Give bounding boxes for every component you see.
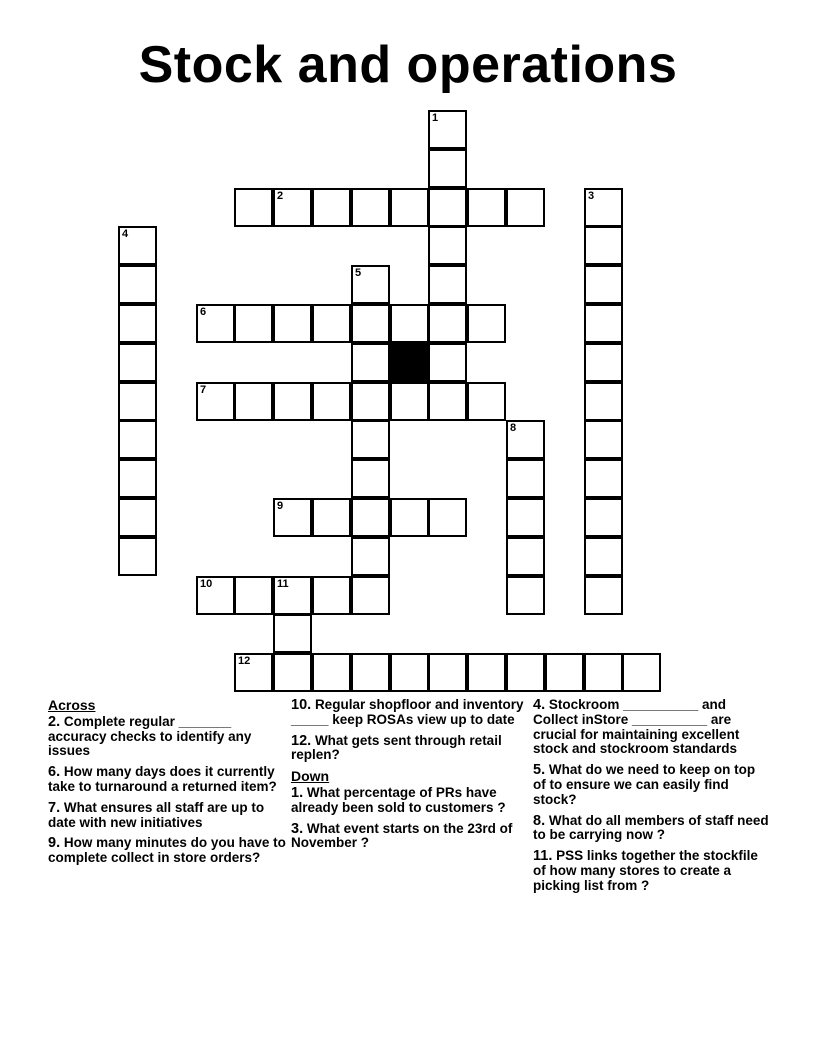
grid-cell[interactable] bbox=[196, 382, 235, 421]
cell-number: 8 bbox=[510, 422, 517, 434]
grid-cell[interactable] bbox=[428, 110, 467, 149]
clue-down-5: 5. What do we need to keep on top of to ensure we can easily find stock? bbox=[533, 762, 756, 807]
grid-cell[interactable] bbox=[118, 265, 157, 304]
grid-cell[interactable] bbox=[584, 304, 623, 343]
grid-cell[interactable] bbox=[428, 498, 467, 537]
clue-down-1: 1. What percentage of PRs have already been sold to customers ? bbox=[291, 784, 506, 815]
grid-cell[interactable] bbox=[506, 498, 545, 537]
clue-down-3: 3. What event starts on the 23rd of November ? bbox=[291, 820, 513, 851]
grid-cell[interactable] bbox=[118, 343, 157, 382]
grid-block-cell bbox=[390, 343, 429, 382]
grid-cell[interactable] bbox=[351, 537, 390, 576]
grid-cell[interactable] bbox=[234, 382, 273, 421]
grid-cell[interactable] bbox=[351, 304, 390, 343]
grid-cell[interactable] bbox=[584, 498, 623, 537]
grid-cell[interactable] bbox=[506, 188, 545, 227]
grid-cell[interactable] bbox=[584, 382, 623, 421]
down-heading: Down bbox=[291, 768, 330, 785]
cell-number: 10 bbox=[200, 578, 213, 590]
grid-cell[interactable] bbox=[584, 265, 623, 304]
grid-cell[interactable] bbox=[584, 226, 623, 265]
grid-cell[interactable] bbox=[351, 653, 390, 692]
grid-cell[interactable] bbox=[428, 265, 467, 304]
cell-number: 5 bbox=[355, 267, 362, 279]
grid-cell[interactable] bbox=[118, 459, 157, 498]
grid-cell[interactable] bbox=[584, 343, 623, 382]
grid-cell[interactable] bbox=[234, 653, 273, 692]
grid-cell[interactable] bbox=[118, 382, 157, 421]
grid-cell[interactable] bbox=[467, 653, 506, 692]
grid-cell[interactable] bbox=[351, 420, 390, 459]
clue-across-10: 10. Regular shopfloor and inventory _____ keep ROSAs view up to date bbox=[291, 697, 524, 727]
grid-cell[interactable] bbox=[118, 304, 157, 343]
grid-cell[interactable] bbox=[196, 576, 235, 615]
cell-number: 11 bbox=[277, 578, 289, 590]
grid-cell[interactable] bbox=[506, 576, 545, 615]
grid-cell[interactable] bbox=[312, 498, 351, 537]
clue-across-12: 12. What gets sent through retail replen? bbox=[291, 732, 502, 763]
clues-column-2 bbox=[291, 698, 529, 857]
cell-number: 9 bbox=[277, 500, 284, 512]
grid-cell[interactable] bbox=[273, 614, 312, 653]
grid-cell[interactable] bbox=[584, 188, 623, 227]
grid-cell[interactable] bbox=[273, 576, 312, 615]
grid-cell[interactable] bbox=[234, 576, 273, 615]
grid-cell[interactable] bbox=[467, 382, 506, 421]
grid-cell[interactable] bbox=[312, 304, 351, 343]
clue-across-9: 9. How many minutes do you have to complete collect in store orders? bbox=[48, 835, 286, 866]
clue-across-6: 6. How many days does it currently take to turnaround a returned item? bbox=[48, 764, 277, 794]
grid-cell[interactable] bbox=[467, 304, 506, 343]
grid-cell[interactable] bbox=[273, 653, 312, 692]
grid-cell[interactable] bbox=[506, 537, 545, 576]
grid-cell[interactable] bbox=[312, 653, 351, 692]
grid-cell[interactable] bbox=[351, 459, 390, 498]
grid-cell[interactable] bbox=[390, 188, 429, 227]
grid-cell[interactable] bbox=[351, 576, 390, 615]
grid-cell[interactable] bbox=[428, 382, 467, 421]
cell-number: 2 bbox=[277, 190, 284, 202]
grid-cell[interactable] bbox=[584, 420, 623, 459]
cell-number: 7 bbox=[200, 384, 207, 396]
clue-down-11: 11. PSS links together the stockfile of how many stores to create a picking list from ? bbox=[533, 848, 758, 893]
grid-cell[interactable] bbox=[584, 459, 623, 498]
grid-cell[interactable] bbox=[428, 188, 467, 227]
grid-cell[interactable] bbox=[390, 382, 429, 421]
grid-cell[interactable] bbox=[390, 304, 429, 343]
grid-cell[interactable] bbox=[428, 304, 467, 343]
grid-cell[interactable] bbox=[584, 576, 623, 615]
clue-down-8: 8. What do all members of staff need to be carrying now ? bbox=[533, 812, 769, 843]
grid-cell[interactable] bbox=[351, 498, 390, 537]
grid-cell[interactable] bbox=[234, 188, 273, 227]
grid-cell[interactable] bbox=[234, 304, 273, 343]
grid-cell[interactable] bbox=[467, 188, 506, 227]
grid-cell[interactable] bbox=[390, 498, 429, 537]
grid-cell[interactable] bbox=[351, 265, 390, 304]
cell-number: 12 bbox=[238, 655, 251, 667]
grid-cell[interactable] bbox=[351, 188, 390, 227]
clue-down-4: 4. Stockroom __________ and Collect inStore __________ are crucial for maintaining excellent stock and stockroom standards bbox=[533, 697, 740, 757]
grid-cell[interactable] bbox=[584, 653, 623, 692]
grid-cell[interactable] bbox=[118, 537, 157, 576]
grid-cell[interactable] bbox=[118, 226, 157, 265]
cell-number: 4 bbox=[122, 228, 129, 240]
grid-cell[interactable] bbox=[351, 343, 390, 382]
page-title: Stock and operations bbox=[138, 36, 678, 94]
grid-cell[interactable] bbox=[273, 382, 312, 421]
grid-cell[interactable] bbox=[428, 343, 467, 382]
grid-cell[interactable] bbox=[273, 498, 312, 537]
grid-cell[interactable] bbox=[312, 576, 351, 615]
across-heading: Across bbox=[48, 697, 96, 713]
grid-cell[interactable] bbox=[506, 459, 545, 498]
grid-cell[interactable] bbox=[118, 420, 157, 459]
grid-cell[interactable] bbox=[273, 188, 312, 227]
cell-number: 6 bbox=[200, 306, 207, 318]
clue-across-7: 7. What ensures all staff are up to date with new initiatives bbox=[48, 799, 265, 830]
grid-cell[interactable] bbox=[196, 304, 235, 343]
grid-cell[interactable] bbox=[584, 537, 623, 576]
grid-cell[interactable] bbox=[273, 304, 312, 343]
grid-cell[interactable] bbox=[390, 653, 429, 692]
clues-column-1 bbox=[48, 698, 286, 872]
grid-cell[interactable] bbox=[428, 149, 467, 188]
grid-cell[interactable] bbox=[428, 653, 467, 692]
grid-cell[interactable] bbox=[312, 188, 351, 227]
grid-cell[interactable] bbox=[351, 382, 390, 421]
clue-across-2: 2. Complete regular _______ accuracy checks to identify any issues bbox=[48, 713, 252, 759]
grid-cell[interactable] bbox=[428, 226, 467, 265]
clues-column-3 bbox=[533, 698, 771, 900]
cell-number: 1 bbox=[432, 112, 439, 124]
grid-cell[interactable] bbox=[312, 382, 351, 421]
grid-cell[interactable] bbox=[506, 653, 545, 692]
grid-cell[interactable] bbox=[118, 498, 157, 537]
cell-number: 3 bbox=[588, 190, 595, 202]
grid-cell[interactable] bbox=[506, 420, 545, 459]
grid-cell[interactable] bbox=[545, 653, 584, 692]
grid-cell[interactable] bbox=[622, 653, 661, 692]
